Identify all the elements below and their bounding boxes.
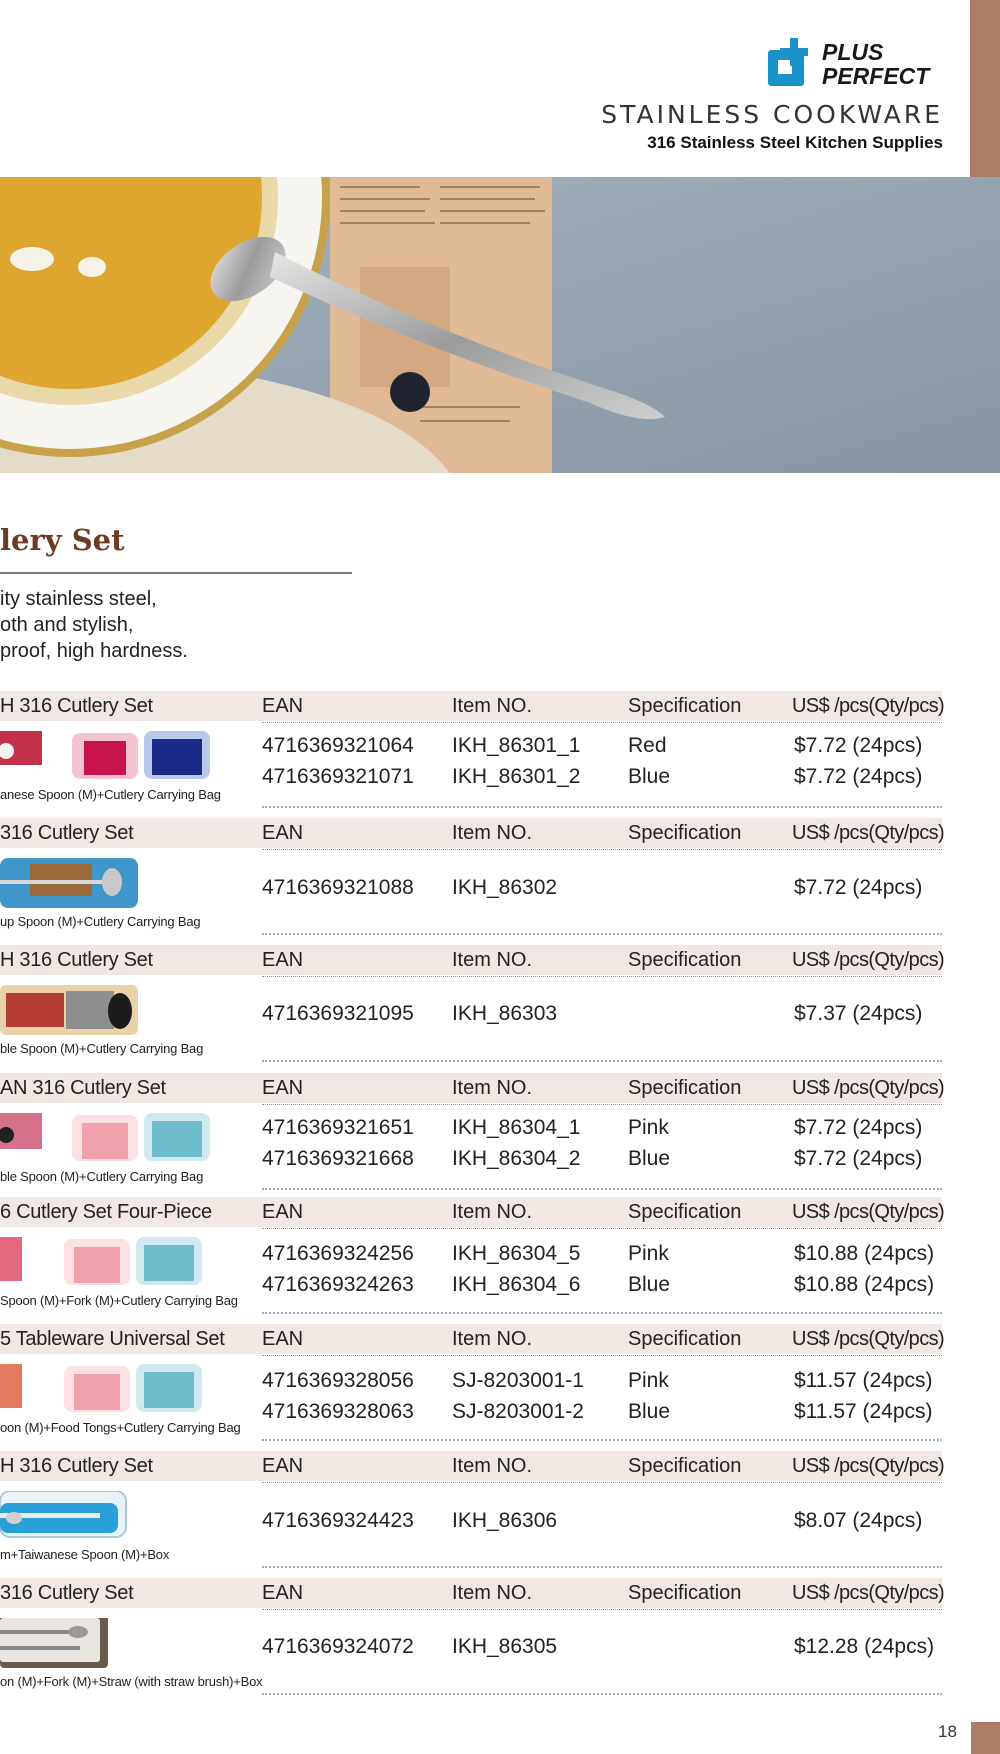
cell-ean: 4716369321088 — [262, 876, 414, 899]
page-number: 18 — [938, 1722, 957, 1741]
cell-price: $11.57 (24pcs) — [794, 1369, 933, 1392]
col-header-spec: Specification — [628, 822, 742, 844]
col-header-price: US$ /pcs(Qty/pcs) — [792, 1077, 945, 1099]
col-header-ean: EAN — [262, 1328, 304, 1350]
section-divider — [0, 572, 352, 574]
product-caption: up Spoon (M)+Cutlery Carrying Bag — [0, 914, 201, 929]
dotted-divider — [262, 806, 942, 808]
plus-logo-icon — [764, 36, 820, 92]
product-block — [0, 691, 945, 817]
cell-price: $12.28 (24pcs) — [794, 1635, 935, 1658]
product-name: 316 Cutlery Set — [0, 1582, 134, 1604]
col-header-spec: Specification — [628, 949, 742, 971]
dotted-divider — [262, 1228, 942, 1229]
cell-ean: 4716369324263 — [262, 1273, 414, 1296]
product-name: H 316 Cutlery Set — [0, 949, 153, 971]
product-header — [0, 691, 945, 721]
cell-item: IKH_86302 — [452, 876, 558, 899]
product-name: 5 Tableware Universal Set — [0, 1328, 225, 1350]
cell-price: $7.37 (24pcs) — [794, 1002, 923, 1025]
cell-ean: 4716369321651 — [262, 1116, 414, 1139]
dotted-divider — [262, 1104, 942, 1105]
cell-item: IKH_86304_6 — [452, 1273, 581, 1296]
product-name: AN 316 Cutlery Set — [0, 1077, 166, 1099]
hero-photo — [0, 177, 1000, 473]
cell-spec: Red — [628, 734, 667, 757]
cell-item: IKH_86304_2 — [452, 1147, 581, 1170]
dotted-divider — [262, 976, 942, 977]
cell-item: IKH_86304_5 — [452, 1242, 581, 1265]
product-header — [0, 1197, 945, 1227]
cell-price: $11.57 (24pcs) — [794, 1400, 933, 1423]
cell-item: SJ-8203001-2 — [452, 1400, 584, 1423]
product-block — [0, 1324, 945, 1450]
table-row — [0, 765, 942, 795]
brand-line2: PERFECT — [822, 63, 930, 89]
col-header-spec: Specification — [628, 1455, 742, 1477]
cell-ean: 4716369324423 — [262, 1509, 414, 1532]
col-header-item: Item NO. — [452, 1582, 533, 1604]
product-caption: anese Spoon (M)+Cutlery Carrying Bag — [0, 787, 221, 802]
dotted-divider — [262, 1312, 942, 1314]
col-header-price: US$ /pcs(Qty/pcs) — [792, 822, 945, 844]
cell-ean: 4716369321064 — [262, 734, 414, 757]
cell-price: $7.72 (24pcs) — [794, 876, 923, 899]
section-description — [0, 586, 188, 664]
product-header — [0, 1451, 945, 1481]
table-row — [0, 1369, 942, 1399]
cell-price: $7.72 (24pcs) — [794, 765, 923, 788]
dotted-divider — [262, 849, 942, 850]
product-caption: Spoon (M)+Fork (M)+Cutlery Carrying Bag — [0, 1293, 238, 1308]
page-corner-accent — [971, 1722, 1000, 1754]
product-caption: m+Taiwanese Spoon (M)+Box — [0, 1547, 170, 1562]
product-header — [0, 945, 945, 975]
product-block — [0, 1578, 945, 1704]
brand-logo — [760, 36, 945, 96]
product-block — [0, 1073, 945, 1199]
col-header-spec: Specification — [628, 1201, 742, 1223]
col-header-ean: EAN — [262, 949, 304, 971]
cell-spec: Blue — [628, 765, 671, 788]
product-name: H 316 Cutlery Set — [0, 695, 153, 717]
cell-spec: Blue — [628, 1400, 671, 1423]
cell-ean: 4716369321095 — [262, 1002, 414, 1025]
dotted-divider — [262, 1609, 942, 1610]
product-header — [0, 1073, 945, 1103]
dotted-divider — [262, 1439, 942, 1441]
table-row — [0, 876, 942, 906]
cell-price: $10.88 (24pcs) — [794, 1273, 935, 1296]
col-header-spec: Specification — [628, 1328, 742, 1350]
product-name: H 316 Cutlery Set — [0, 1455, 153, 1477]
product-header — [0, 1578, 945, 1608]
catalog-subtitle: 316 Stainless Steel Kitchen Supplies — [647, 133, 943, 152]
product-caption: ble Spoon (M)+Cutlery Carrying Bag — [0, 1041, 204, 1056]
cell-item: IKH_86305 — [452, 1635, 558, 1658]
product-header — [0, 818, 945, 848]
col-header-item: Item NO. — [452, 949, 533, 971]
cell-item: IKH_86303 — [452, 1002, 558, 1025]
cell-spec: Blue — [628, 1147, 671, 1170]
dotted-divider — [262, 1693, 942, 1695]
cell-ean: 4716369328063 — [262, 1400, 414, 1423]
col-header-ean: EAN — [262, 1582, 304, 1604]
col-header-ean: EAN — [262, 1455, 304, 1477]
cell-ean: 4716369324072 — [262, 1635, 414, 1658]
cell-spec: Pink — [628, 1242, 669, 1265]
product-block — [0, 945, 945, 1071]
table-row — [0, 1002, 942, 1032]
product-block — [0, 1197, 945, 1323]
product-caption: oon (M)+Food Tongs+Cutlery Carrying Bag — [0, 1420, 241, 1435]
col-header-price: US$ /pcs(Qty/pcs) — [792, 1201, 945, 1223]
dotted-divider — [262, 1188, 942, 1190]
dotted-divider — [262, 1060, 942, 1062]
col-header-price: US$ /pcs(Qty/pcs) — [792, 695, 945, 717]
col-header-ean: EAN — [262, 822, 304, 844]
table-row — [0, 1116, 942, 1146]
col-header-price: US$ /pcs(Qty/pcs) — [792, 1582, 945, 1604]
dotted-divider — [262, 933, 942, 935]
col-header-price: US$ /pcs(Qty/pcs) — [792, 949, 945, 971]
description-line: ity stainless steel, — [0, 588, 157, 610]
cell-item: SJ-8203001-1 — [452, 1369, 584, 1392]
col-header-item: Item NO. — [452, 695, 533, 717]
cell-price: $7.72 (24pcs) — [794, 1116, 923, 1139]
table-row — [0, 1273, 942, 1303]
cell-item: IKH_86301_2 — [452, 765, 581, 788]
description-line: proof, high hardness. — [0, 640, 188, 662]
product-block — [0, 1451, 945, 1577]
product-block — [0, 818, 945, 944]
col-header-item: Item NO. — [452, 1077, 533, 1099]
product-caption: ble Spoon (M)+Cutlery Carrying Bag — [0, 1169, 204, 1184]
cell-ean: 4716369321071 — [262, 765, 414, 788]
col-header-item: Item NO. — [452, 1328, 533, 1350]
product-header — [0, 1324, 945, 1354]
cell-price: $7.72 (24pcs) — [794, 734, 923, 757]
col-header-price: US$ /pcs(Qty/pcs) — [792, 1455, 945, 1477]
cell-spec: Pink — [628, 1369, 669, 1392]
cell-ean: 4716369321668 — [262, 1147, 414, 1170]
cell-price: $8.07 (24pcs) — [794, 1509, 923, 1532]
col-header-item: Item NO. — [452, 1201, 533, 1223]
section-title: lery Set — [0, 523, 125, 557]
dotted-divider — [262, 1566, 942, 1568]
col-header-ean: EAN — [262, 1201, 304, 1223]
cell-spec: Pink — [628, 1116, 669, 1139]
table-row — [0, 1635, 942, 1665]
cell-item: IKH_86301_1 — [452, 734, 581, 757]
dotted-divider — [262, 722, 942, 723]
col-header-ean: EAN — [262, 695, 304, 717]
col-header-spec: Specification — [628, 1582, 742, 1604]
cell-price: $10.88 (24pcs) — [794, 1242, 935, 1265]
catalog-title: STAINLESS COOKWARE — [601, 100, 943, 129]
brand-line1: PLUS — [822, 39, 884, 65]
col-header-item: Item NO. — [452, 1455, 533, 1477]
cell-ean: 4716369324256 — [262, 1242, 414, 1265]
table-row — [0, 734, 942, 764]
col-header-spec: Specification — [628, 1077, 742, 1099]
col-header-item: Item NO. — [452, 822, 533, 844]
cell-price: $7.72 (24pcs) — [794, 1147, 923, 1170]
dotted-divider — [262, 1355, 942, 1356]
col-header-spec: Specification — [628, 695, 742, 717]
table-row — [0, 1147, 942, 1177]
dotted-divider — [262, 1482, 942, 1483]
col-header-price: US$ /pcs(Qty/pcs) — [792, 1328, 945, 1350]
product-name: 316 Cutlery Set — [0, 822, 134, 844]
table-row — [0, 1242, 942, 1272]
product-caption: on (M)+Fork (M)+Straw (with straw brush)+Box — [0, 1674, 263, 1689]
cell-spec: Blue — [628, 1273, 671, 1296]
cell-item: IKH_86304_1 — [452, 1116, 581, 1139]
col-header-ean: EAN — [262, 1077, 304, 1099]
cell-ean: 4716369328056 — [262, 1369, 414, 1392]
cell-item: IKH_86306 — [452, 1509, 558, 1532]
table-row — [0, 1509, 942, 1539]
product-name: 6 Cutlery Set Four-Piece — [0, 1201, 212, 1223]
description-line: oth and stylish, — [0, 614, 134, 636]
table-row — [0, 1400, 942, 1430]
